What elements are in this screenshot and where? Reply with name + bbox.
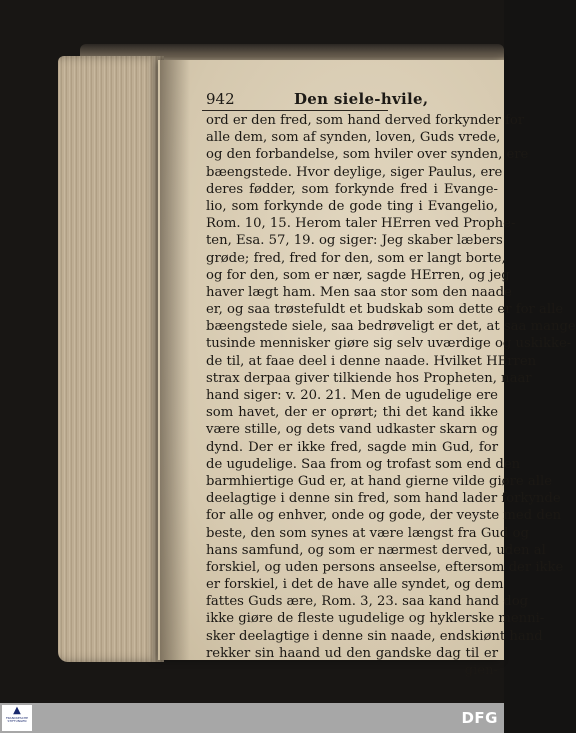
- library-name-line2: STIFTUNGEN: [7, 719, 27, 724]
- text-line: ord er den fred, som hand derved forkynder for: [206, 113, 525, 128]
- text-line: alle dem, som af synden, loven, Guds vrede,: [206, 130, 501, 146]
- text-line: Rom. 10, 15. Herom taler HErren ved Prophe-: [206, 216, 516, 232]
- text-line: hans samfund, og som er nærmest derved, uden al: [206, 542, 546, 558]
- header-rule: [202, 110, 388, 111]
- dfg-logo: DFG: [461, 709, 498, 727]
- page-gutter-shadow: [160, 60, 190, 660]
- text-line: som havet, der er oprørt; thi det kand ikke: [206, 405, 498, 421]
- text-line: deelagtige i denne sin fred, som hand lader forkynde: [206, 491, 561, 507]
- text-line: tusinde mennisker giøre sig selv uværdige og uskikke-: [206, 336, 572, 352]
- running-title: Den siele-hvile,: [294, 90, 429, 108]
- text-line: de til, at faae deel i denne naade. Hvilket HErren: [206, 353, 537, 369]
- text-line: hand siger: v. 20. 21. Men de ugudelige ere: [206, 388, 498, 403]
- text-line: bæengstede. Hvor deylige, siger Paulus, ere: [206, 164, 503, 180]
- text-line: og for den, som er nær, sagde HErren, og jeg: [206, 267, 510, 283]
- viewer-footer-bar: [0, 703, 504, 733]
- book-fore-edge: [58, 56, 164, 662]
- text-line: ikke giøre de fleste ugudelige og hyklerske menni-: [206, 611, 545, 627]
- text-line: og den forbandelse, som hviler over synden, ere: [206, 147, 529, 163]
- catchword: gien-: [464, 663, 498, 678]
- eagle-icon: ▲: [13, 705, 21, 716]
- text-line: deres fødder, som forkynde fred i Evange-: [206, 181, 498, 197]
- body-text: [206, 112, 576, 679]
- text-line: haver lægt ham. Men saa stor som den naade: [206, 284, 512, 300]
- text-line: de ugudelige. Saa from og trofast som end den: [206, 456, 521, 472]
- text-line: strax derpaa giver tilkiende hos Propheten, naar: [206, 370, 532, 386]
- text-line: rekker sin haand ud den gandske dag til er: [206, 645, 498, 661]
- text-line: sker deelagtige i denne sin naade, endskiønt hand: [206, 628, 543, 644]
- page-header: [206, 90, 496, 112]
- page-number: 942: [206, 90, 235, 108]
- text-line: er, og saa trøstefuldt et budskab som dette er for alle: [206, 302, 564, 318]
- text-line: forskiel, og uden persons anseelse, eftersom der ikke: [206, 559, 564, 575]
- text-line: fattes Guds ære, Rom. 3, 23. saa kand hand dog: [206, 594, 529, 610]
- text-line: dynd. Der er ikke fred, sagde min Gud, for: [206, 439, 498, 455]
- library-logo: [2, 705, 32, 731]
- text-line: ten, Esa. 57, 19. og siger: Jeg skaber læbers: [206, 233, 503, 249]
- text-line: er forskiel, i det de have alle syndet, og dem: [206, 577, 504, 593]
- text-line: være stille, og dets vand udkaster skarn og: [206, 422, 498, 438]
- text-line: lio, som forkynde de gode ting i Evangelio,: [206, 198, 498, 214]
- library-name-line1: FRANCKESCHE: [5, 716, 29, 720]
- text-line: for alle og enhver, onde og gode, der veyste med den: [206, 508, 562, 524]
- text-line: bæengstede siele, saa bedrøveligt er det, at saa mange: [206, 319, 576, 335]
- text-line: grøde; fred, fred for den, som er langt borte,: [206, 250, 506, 266]
- text-line: barmhiertige Gud er, at hand gierne vilde giøre alle: [206, 473, 553, 489]
- text-line: beste, den som synes at være længst fra Gud og: [206, 525, 529, 541]
